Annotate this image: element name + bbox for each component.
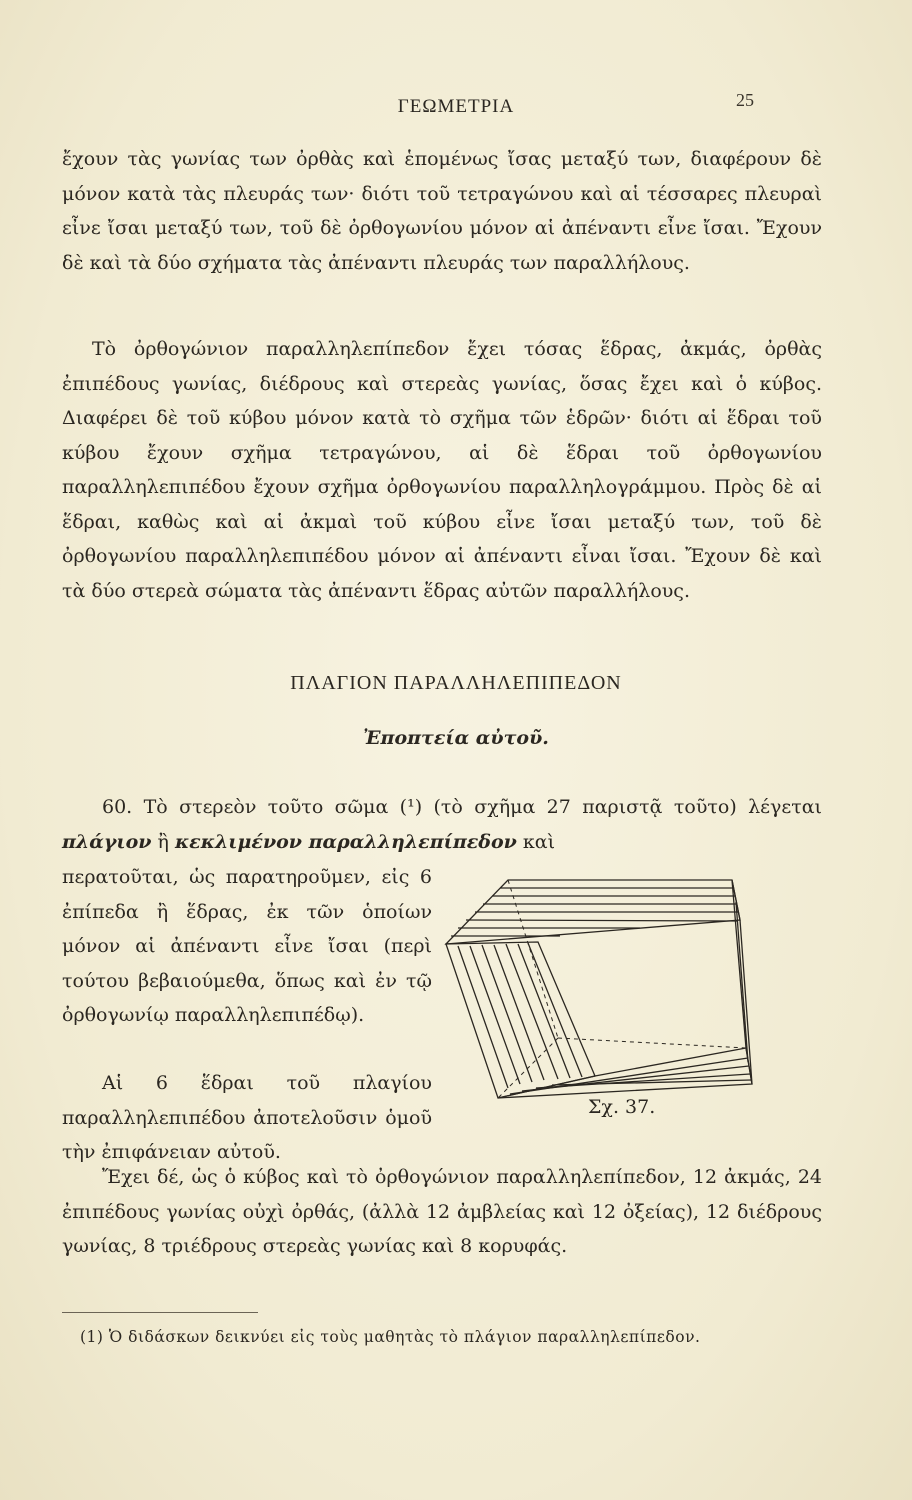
- paragraph-60-continued: περατοῦται, ὡς παρατηροῦμεν, εἰς 6 ἐπίπεδα ἢ ἕδρας, ἐκ τῶν ὁποίων μόνον αἱ ἀπέναντι εἶνε ἴσαι (περὶ τούτου βεβαιούμεθα, ὅπως καὶ ἐν τῷ ὀρθογωνίῳ παραλληλεπιπέδῳ).: [62, 866, 432, 1026]
- paragraph-60-mid: ἢ: [157, 830, 169, 853]
- paragraph-2: Τὸ ὀρθογώνιον παραλληλεπίπεδον ἔχει τόσας ἕδρας, ἀκμάς, ὀρθὰς ἐπιπέδους γωνίας, διέδρους καὶ στερεὰς γωνίας, ὅσας ἔχει καὶ ὁ κύβος. Διαφέρει δὲ τοῦ κύβου μόνον κατὰ τὸ σχῆμα τῶν ἑδρῶν· διότι αἱ ἕδραι τοῦ κύβου ἔχουν σχῆμα τετραγώνου, αἱ δὲ ἕδραι τοῦ ὀρθογωνίου παραλληλεπιπέδου ἔχουν σχῆμα ὀρθογωνίου παραλληλογράμμου. Πρὸς δὲ αἱ ἕδραι, καθὼς καὶ αἱ ἀκμαὶ τοῦ κύβου εἶνε ἴσαι μεταξύ των, τοῦ δὲ ὀρθογωνίου παραλληλεπιπέδου μόνον αἱ ἀπέναντι εἶναι ἴσαι. Ἔχουν δὲ καὶ τὰ δύο στερεὰ σώματα τὰς ἀπέναντι ἕδρας αὐτῶν παραλλήλους.: [62, 338, 822, 602]
- oblique-parallelepiped-figure: [440, 862, 820, 1122]
- running-title: ΓΕΩΜΕΤΡΙΑ: [397, 96, 515, 117]
- footnote-divider: [62, 1312, 258, 1313]
- paragraph-60-start: 60. Τὸ στερεὸν τοῦτο σῶμα (¹) (τὸ σχῆμα 27 παριστᾷ τοῦτο) λέγεται: [102, 796, 822, 818]
- footnote: (1) Ὁ διδάσκων δεικνύει εἰς τοὺς μαθητὰς τὸ πλάγιον παραλληλεπίπεδον.: [80, 1328, 701, 1346]
- paragraph-60-lead: [62, 790, 822, 859]
- paragraph-properties: Ἔχει δέ, ὡς ὁ κύβος καὶ τὸ ὀρθογώνιον παραλληλεπίπεδον, 12 ἀκμάς, 24 ἐπιπέδους γωνίας οὐχὶ ὀρθάς, (ἀλλὰ 12 ἀμβλείας καὶ 12 ὀξείας), 12 διέδρους γωνίας, 8 τριέδρους στερεὰς γωνίας καὶ 8 κορυφάς.: [62, 1166, 822, 1257]
- figure-caption: Σχ. 37.: [588, 1096, 656, 1118]
- subsection-title: Ἐποπτεία αὐτοῦ.: [363, 727, 549, 749]
- page-number: 25: [736, 90, 754, 110]
- paragraph-1: ἔχουν τὰς γωνίας των ὀρθὰς καὶ ἑπομένως ἴσας μεταξύ των, διαφέρουν δὲ μόνον κατὰ τὰς πλευράς των· διότι τοῦ τετραγώνου καὶ αἱ τέσσαρες πλευραὶ εἶνε ἴσαι μεταξύ των, τοῦ δὲ ὀρθογωνίου μόνον αἱ ἀπέναντι εἶνε ἴσαι. Ἔχουν δὲ καὶ τὰ δύο σχήματα τὰς ἀπέναντι πλευράς των παραλλήλους.: [62, 148, 822, 274]
- paragraph-60-end: καὶ: [522, 830, 556, 853]
- paragraph-faces: Αἱ 6 ἕδραι τοῦ πλαγίου παραλληλεπιπέδου ἀποτελοῦσιν ὁμοῦ τὴν ἐπιφάνειαν αὐτοῦ.: [62, 1072, 432, 1163]
- front-left-face: [446, 942, 595, 1098]
- term-keklimenon: κεκλιμένον παραλληλεπίπεδον: [174, 830, 517, 853]
- section-title: ΠΛΑΓΙΟΝ ΠΑΡΑΛΛΗΛΕΠΙΠΕΔΟΝ: [290, 672, 622, 694]
- term-plagion: πλάγιον: [62, 830, 152, 853]
